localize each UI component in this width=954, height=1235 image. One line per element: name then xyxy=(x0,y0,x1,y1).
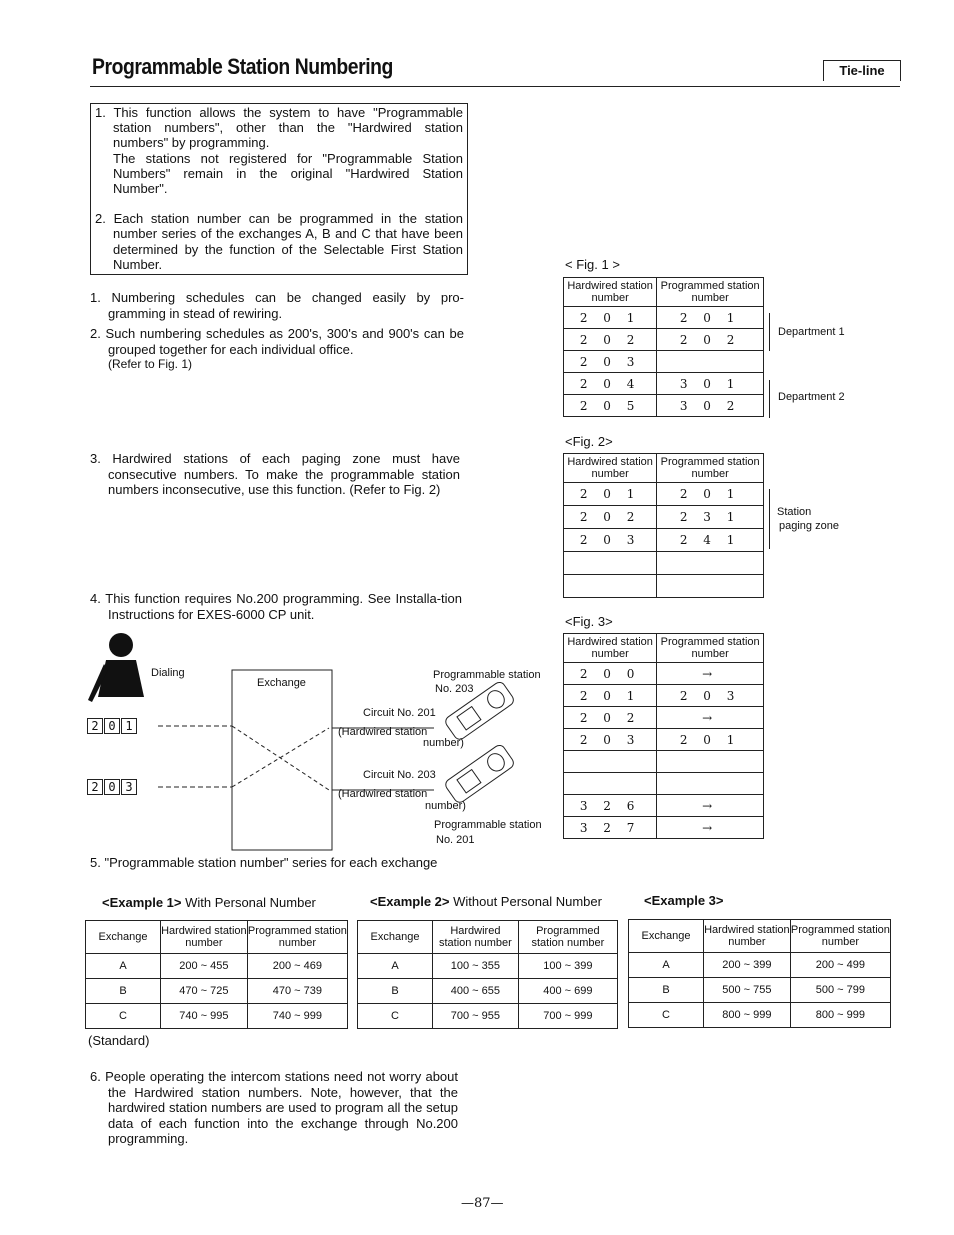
table-row xyxy=(86,1004,348,1029)
table-row xyxy=(358,979,618,1004)
programmed-cell: 500 ~ 799 xyxy=(790,978,890,1003)
key-2: 2 xyxy=(87,718,103,734)
circuit-203-label: Circuit No. 203 xyxy=(363,769,436,781)
exchange-cell: A xyxy=(86,954,161,979)
fig1-label: < Fig. 1 > xyxy=(565,257,620,272)
intercom-station-201-icon xyxy=(443,743,515,804)
programmed-cell: → xyxy=(657,663,764,685)
exchange-cell: A xyxy=(358,954,433,979)
example-3-heading xyxy=(644,893,724,908)
fig1-header-hw: Hardwired station number xyxy=(564,278,657,307)
fig2-label: <Fig. 2> xyxy=(565,434,613,449)
point-3-text: 3. Hardwired stations of each paging zone must have consecutive numbers. To make the programmable station numbers inconsecutive, use this function. (Refer to Fig. 2) xyxy=(90,451,460,498)
fig3-header-hw: Hardwired station number xyxy=(564,634,657,663)
programmed-cell: 400 ~ 699 xyxy=(518,979,617,1004)
hardwired-cell: 2 0 2 xyxy=(564,707,657,729)
programmed-cell: 2 4 1 xyxy=(657,529,764,552)
table-row xyxy=(564,575,764,598)
example-3-table xyxy=(628,919,891,1028)
hw-203-label-a: (Hardwired station xyxy=(338,788,428,800)
fig1-table xyxy=(563,277,764,417)
example-1-table xyxy=(85,920,348,1029)
table-row xyxy=(564,707,764,729)
programmed-cell: 2 0 1 xyxy=(657,307,764,329)
programmed-cell: 100 ~ 399 xyxy=(518,954,617,979)
fig1-dept1: Department 1 xyxy=(778,326,845,338)
table-row xyxy=(564,395,764,417)
hardwired-cell xyxy=(564,773,657,795)
ex1-header-prog: Programmed station number xyxy=(247,921,347,954)
exchange-cell: B xyxy=(86,979,161,1004)
title-rule xyxy=(90,86,900,87)
table-row xyxy=(358,954,618,979)
hardwired-cell: 2 0 1 xyxy=(564,307,657,329)
hardwired-cell: 200 ~ 399 xyxy=(704,953,791,978)
example-1-heading xyxy=(102,895,316,910)
hardwired-cell: 2 0 4 xyxy=(564,373,657,395)
table-row xyxy=(564,329,764,351)
table-row xyxy=(629,978,891,1003)
hardwired-cell: 500 ~ 755 xyxy=(704,978,791,1003)
hardwired-cell: 2 0 3 xyxy=(564,351,657,373)
table-row xyxy=(564,483,764,506)
key-0: 0 xyxy=(104,718,120,734)
exchange-cell: C xyxy=(86,1004,161,1029)
hardwired-cell: 2 0 2 xyxy=(564,506,657,529)
table-row xyxy=(564,729,764,751)
table-row xyxy=(564,307,764,329)
exchange-cell: C xyxy=(629,1003,704,1028)
hardwired-cell: 2 0 5 xyxy=(564,395,657,417)
hardwired-cell: 100 ~ 355 xyxy=(433,954,519,979)
hardwired-cell: 2 0 1 xyxy=(564,483,657,506)
programmed-cell: 700 ~ 999 xyxy=(518,1004,617,1029)
programmed-cell: → xyxy=(657,795,764,817)
fig2-table xyxy=(563,453,764,598)
hardwired-cell: 740 ~ 995 xyxy=(161,1004,248,1029)
point-5 xyxy=(90,855,460,871)
intro-p1b: The stations not registered for "Programmable Station Numbers" remain in the original "Hardwired Station Number". xyxy=(113,150,463,197)
hardwired-cell: 2 0 0 xyxy=(564,663,657,685)
exchange-cell: B xyxy=(629,978,704,1003)
programmed-cell: 3 0 1 xyxy=(657,373,764,395)
example-2-desc: Without Personal Number xyxy=(449,894,602,909)
point-1-2 xyxy=(90,290,464,373)
point-2: 2. Such numbering schedules as 200's, 300's and 900's can be grouped together for each individual office. xyxy=(90,326,464,357)
fig1-brace-1 xyxy=(769,313,773,351)
exchange-cell: B xyxy=(358,979,433,1004)
programmed-cell xyxy=(657,575,764,598)
prog-201-label-b: No. 201 xyxy=(436,834,475,846)
tie-line-tag: Tie-line xyxy=(823,60,901,81)
hardwired-cell: 2 0 1 xyxy=(564,685,657,707)
keypad-203 xyxy=(87,779,138,795)
programmed-cell: 200 ~ 499 xyxy=(790,953,890,978)
programmed-cell xyxy=(657,773,764,795)
hardwired-cell: 470 ~ 725 xyxy=(161,979,248,1004)
fig2-header-prog: Programmed station number xyxy=(657,454,764,483)
table-row xyxy=(358,1004,618,1029)
hw-201-label-a: (Hardwired station xyxy=(338,726,428,738)
fig3-header-prog: Programmed station number xyxy=(657,634,764,663)
key-1: 1 xyxy=(121,718,137,734)
programmed-cell: 2 0 2 xyxy=(657,329,764,351)
ex1-header-exchange: Exchange xyxy=(86,921,161,954)
point-4 xyxy=(90,591,462,622)
point-6 xyxy=(90,1069,458,1147)
ex1-header-hw: Hardwired station number xyxy=(161,921,248,954)
dialing-label: Dialing xyxy=(151,667,185,679)
hardwired-cell: 3 2 7 xyxy=(564,817,657,839)
exchange-label: Exchange xyxy=(257,677,306,689)
key-3: 3 xyxy=(121,779,137,795)
hw-201-label-b: number) xyxy=(423,737,464,749)
table-row xyxy=(564,529,764,552)
hardwired-cell xyxy=(564,552,657,575)
point-4-text: 4. This function requires No.200 programming. See Installa-tion Instructions for EXES-6000 CP unit. xyxy=(90,591,462,622)
ex2-header-prog: Programmed station number xyxy=(518,921,617,954)
ex2-header-hw: Hardwired station number xyxy=(433,921,519,954)
fig3-table xyxy=(563,633,764,839)
table-row xyxy=(564,817,764,839)
key-2: 2 xyxy=(87,779,103,795)
programmed-cell xyxy=(657,751,764,773)
hardwired-cell: 2 0 3 xyxy=(564,729,657,751)
fig1-dept2: Department 2 xyxy=(778,391,845,403)
example-2-heading xyxy=(370,894,602,909)
fig3-label: <Fig. 3> xyxy=(565,614,613,629)
programmed-cell: 800 ~ 999 xyxy=(790,1003,890,1028)
table-row xyxy=(629,953,891,978)
cross-line-2 xyxy=(232,728,329,787)
exchange-cell: A xyxy=(629,953,704,978)
hardwired-cell: 2 0 3 xyxy=(564,529,657,552)
programmed-cell: 2 0 3 xyxy=(657,685,764,707)
table-row xyxy=(564,351,764,373)
point-5-text: 5. "Programmable station number" series for each exchange xyxy=(90,855,438,870)
point-3 xyxy=(90,451,460,498)
fig2-header-hw: Hardwired station number xyxy=(564,454,657,483)
standard-note: (Standard) xyxy=(88,1033,150,1048)
prog-203-label-a: Programmable station xyxy=(433,669,541,681)
programmed-cell: 740 ~ 999 xyxy=(247,1004,347,1029)
fig1-header-prog: Programmed station number xyxy=(657,278,764,307)
table-row xyxy=(564,773,764,795)
programmed-cell: → xyxy=(657,817,764,839)
example-1-desc: With Personal Number xyxy=(181,895,316,910)
hardwired-cell: 400 ~ 655 xyxy=(433,979,519,1004)
programmed-cell: 3 0 2 xyxy=(657,395,764,417)
table-row xyxy=(564,751,764,773)
key-0: 0 xyxy=(104,779,120,795)
keypad-201 xyxy=(87,718,138,734)
hw-203-label-b: number) xyxy=(425,800,466,812)
programmed-cell: 200 ~ 469 xyxy=(247,954,347,979)
table-row xyxy=(86,954,348,979)
table-row xyxy=(564,663,764,685)
table-row xyxy=(564,506,764,529)
table-row xyxy=(86,979,348,1004)
example-2-label: <Example 2> xyxy=(370,894,450,909)
programmed-cell: 2 0 1 xyxy=(657,483,764,506)
example-1-label: <Example 1> xyxy=(102,895,182,910)
fig2-zone1: Station xyxy=(777,506,812,518)
ex2-header-exchange: Exchange xyxy=(358,921,433,954)
hardwired-cell: 2 0 2 xyxy=(564,329,657,351)
point-1: 1. Numbering schedules can be changed easily by pro-gramming in stead of rewiring. xyxy=(90,290,464,321)
prog-203-label-b: No. 203 xyxy=(435,683,474,695)
hardwired-cell xyxy=(564,575,657,598)
exchange-cell: C xyxy=(358,1004,433,1029)
fig1-brace-2 xyxy=(769,380,773,418)
table-row xyxy=(564,685,764,707)
table-row xyxy=(564,552,764,575)
example-2-table xyxy=(357,920,618,1029)
hardwired-cell xyxy=(564,751,657,773)
page-number: —87— xyxy=(461,1196,504,1211)
point-2-ref: (Refer to Fig. 1) xyxy=(108,357,193,372)
ex3-header-hw: Hardwired station number xyxy=(704,920,791,953)
page-title: Programmable Station Numbering xyxy=(92,54,393,79)
programmed-cell: 470 ~ 739 xyxy=(247,979,347,1004)
programmed-cell: 2 3 1 xyxy=(657,506,764,529)
table-row xyxy=(564,795,764,817)
hardwired-cell: 700 ~ 955 xyxy=(433,1004,519,1029)
programmed-cell: 2 0 1 xyxy=(657,729,764,751)
intro-box xyxy=(90,103,468,275)
ex3-header-prog: Programmed station number xyxy=(790,920,890,953)
hardwired-cell: 3 2 6 xyxy=(564,795,657,817)
table-row xyxy=(629,1003,891,1028)
fig2-brace xyxy=(769,489,773,549)
table-row xyxy=(564,373,764,395)
programmed-cell xyxy=(657,552,764,575)
point-6-text: 6. People operating the intercom stations need not worry about the Hardwired station numbers. Note, however, that the hardwired station numbers are used to program all the setup data of each function into the exchange through No.200 programming. xyxy=(90,1069,458,1147)
exchange-box xyxy=(232,670,332,850)
example-3-label: <Example 3> xyxy=(644,893,724,908)
hardwired-cell: 800 ~ 999 xyxy=(704,1003,791,1028)
prog-201-label-a: Programmable station xyxy=(434,819,542,831)
circuit-201-label: Circuit No. 201 xyxy=(363,707,436,719)
fig2-zone2: paging zone xyxy=(779,520,839,532)
hardwired-cell: 200 ~ 455 xyxy=(161,954,248,979)
programmed-cell xyxy=(657,351,764,373)
programmed-cell: → xyxy=(657,707,764,729)
person-icon xyxy=(88,633,144,702)
intro-p1: 1. This function allows the system to have "Programmable station numbers", other than the "Hardwired station numbers" by programming. xyxy=(95,105,463,151)
intro-p2: 2. Each station number can be programmed in the station number series of the exchanges A, B and C that have been determined by the function of the Selectable First Station Number. xyxy=(95,211,463,272)
ex3-header-exchange: Exchange xyxy=(629,920,704,953)
